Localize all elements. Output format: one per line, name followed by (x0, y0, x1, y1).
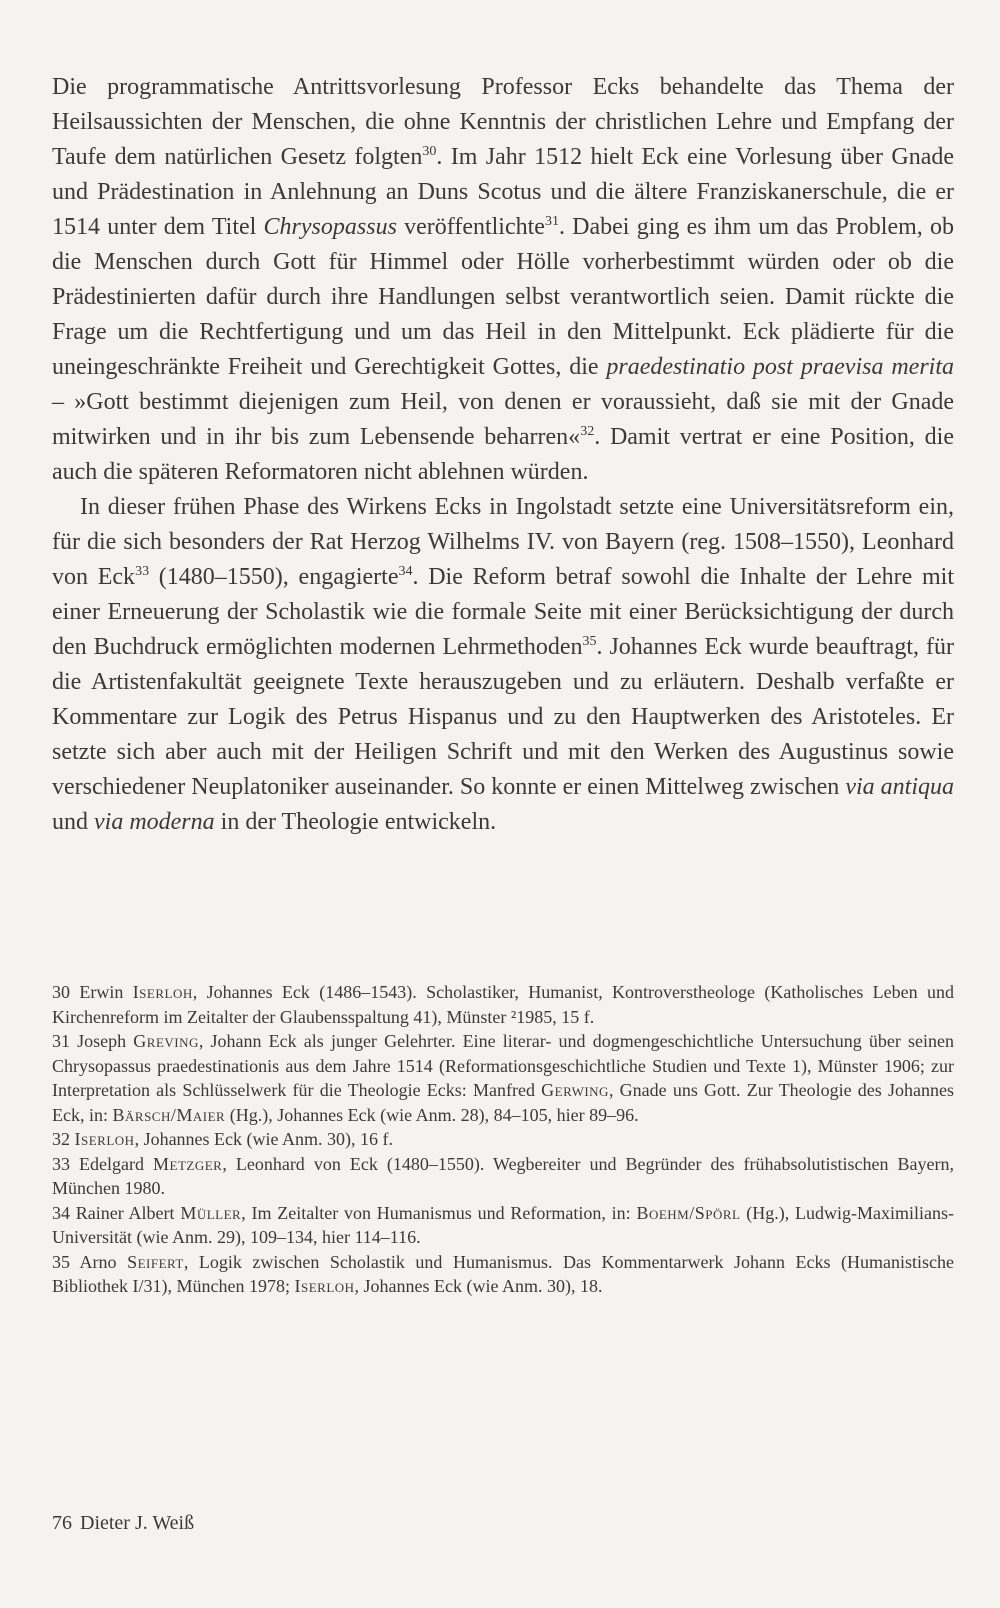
text-run: – »Gott bestimmt diejenigen zum Heil, von denen er voraussieht, daß sie mit der Gnade mitwirken und in ihr bis zum Lebensende beharren« (52, 389, 954, 450)
footnote-text: (Hg.), Johannes Eck (wie Anm. 28), 84–105, hier 89–96. (225, 1104, 639, 1125)
text-run: und (52, 809, 94, 835)
text-run: (1480–1550), engagierte (149, 564, 399, 590)
author-name: Müller (180, 1202, 242, 1223)
italic-latin-phrase: praedestinatio post praevisa merita (606, 354, 954, 380)
footnote-33 (52, 1152, 954, 1201)
footnote-text: Edelgard (70, 1153, 153, 1174)
footnote-text: , Johannes Eck (wie Anm. 30), 18. (354, 1276, 603, 1296)
footnote-text: , Im Zeitalter von Humanismus und Reformation, in: (241, 1202, 637, 1223)
footnote-text: (Hg.), Ludwig-Maximilians-Universität (wie Anm. 29), 109–134, hier 114–116. (52, 1202, 955, 1247)
footnote-text: Arno (70, 1251, 128, 1272)
text-run: . Die Reform betraf sowohl die Inhalte der Lehre mit einer Erneuerung der Scholastik wie die formale Seite mit einer Berücksichtigung der durch den Buchdruck ermöglichten modernen Lehrmethoden (52, 564, 955, 660)
italic-title: Chrysopassus (263, 214, 397, 240)
author-name: Boehm/Spörl (636, 1202, 741, 1223)
footnote-ref-31[interactable]: 31 (544, 214, 559, 229)
text-run: in der Theologie entwickeln. (214, 809, 497, 835)
footnote-text: Erwin (70, 982, 133, 1002)
footnote-30 (52, 980, 954, 1029)
footnote-number: 30 (52, 982, 70, 1002)
author-name: Iserloh (132, 982, 193, 1002)
author-name: Iserloh (294, 1276, 355, 1296)
author-name: Greving (133, 1031, 199, 1051)
author-name: Seifert (127, 1251, 184, 1272)
footnote-number: 35 (52, 1251, 70, 1272)
footnote-ref-33[interactable]: 33 (135, 564, 150, 579)
footnote-31 (52, 1029, 954, 1127)
footnote-number: 32 (52, 1129, 70, 1149)
body-text (52, 70, 954, 840)
footnote-number: 34 (52, 1202, 70, 1223)
footnote-ref-32[interactable]: 32 (580, 424, 595, 439)
text-run: . Im Jahr 1512 hielt Eck eine Vorlesung über Gnade und Prädestination in Anlehnung an Duns Scotus und die ältere Franziskanerschule, die er 1514 unter dem Titel (52, 144, 954, 240)
footnote-ref-34[interactable]: 34 (398, 564, 413, 579)
footnote-text: , Johannes Eck (wie Anm. 30), 16 f. (134, 1129, 394, 1149)
footnote-ref-30[interactable]: 30 (422, 144, 437, 159)
text-run: Die programmatische Antrittsvorlesung Professor Ecks behandelte das Thema der Heilsaussichten der Menschen, die ohne Kenntnis der christlichen Lehre und Empfang der Taufe dem natürlichen Gesetz folgten (52, 74, 954, 170)
footnote-number: 33 (52, 1153, 70, 1174)
paragraph-1 (52, 70, 954, 490)
page-number: 76 (52, 1512, 72, 1534)
text-run: . Damit vertrat er eine Position, die auch die späteren Reformatoren nicht ablehnen würden. (52, 424, 954, 485)
footnote-34 (52, 1201, 954, 1250)
footnote-text: Rainer Albert (70, 1202, 181, 1223)
text-run: In dieser frühen Phase des Wirkens Ecks in Ingolstadt setzte eine Universitätsreform ein, für die sich besonders der Rat Herzog Wilhelms IV. von Bayern (reg. 1508–1550), Leonhard von Eck (52, 494, 954, 590)
author-name: Gerwing (541, 1080, 609, 1100)
footnote-text: , Johannes Eck (1486–1543). Scholastiker, Humanist, Kontroverstheologe (Katholisches Leben und Kirchenreform im Zeitalter der Glaubensspaltung 41), Münster ²1985, 15 f. (52, 982, 954, 1027)
italic-via-moderna: via moderna (94, 809, 215, 835)
footnote-text: Joseph (70, 1031, 134, 1051)
footnote-35 (52, 1250, 954, 1299)
text-run: veröffentlichte (396, 214, 545, 240)
footnote-text: , Johann Eck als junger Gelehrter. Eine literar- und dogmengeschichtliche Untersuchung über seinen Chrysopassus praedestinationis aus dem Jahre 1514 (Reformationsgeschichtliche Studien und Texte 1), Münster 1906; zur Interpretation als Schlüsselwerk für die Theologie Ecks: Manfred (52, 1031, 955, 1100)
footnote-text: , Logik zwischen Scholastik und Humanismus. Das Kommentarwerk Johann Ecks (Humanistische Bibliothek I/31), München 1978; (52, 1251, 955, 1296)
text-run: . Johannes Eck wurde beauftragt, für die Artistenfakultät geeignete Texte herauszugeben und zu erläutern. Deshalb verfaßte er Kommentare zur Logik des Petrus Hispanus und zu den Hauptwerken des Aristoteles. Er setzte sich aber auch mit der Heiligen Schrift und mit den Werken des Augustinus sowie verschiedener Neuplatoniker auseinander. So konnte er einen Mittelweg zwischen (52, 634, 954, 800)
italic-via-antiqua: via antiqua (845, 774, 954, 800)
page-footer (52, 1512, 194, 1535)
footnote-text: , Gnade uns Gott. Zur Theologie des Johannes Eck, in: (52, 1080, 954, 1125)
footnote-ref-35[interactable]: 35 (582, 634, 597, 649)
paragraph-2 (52, 490, 954, 840)
author-name: Iserloh (74, 1129, 135, 1149)
running-author: Dieter J. Weiß (80, 1512, 195, 1534)
author-name: Bärsch/Maier (112, 1104, 226, 1125)
main-text-block (52, 70, 954, 840)
author-name: Metzger (153, 1153, 223, 1174)
text-run: . Dabei ging es ihm um das Problem, ob die Menschen durch Gott für Himmel oder Hölle vorherbestimmt würden oder ob die Prädestinierten dafür durch ihre Handlungen selbst verantwortlich seien. Damit rückte die Frage um die Rechtfertigung und um das Heil in den Mittelpunkt. Eck plädierte für die uneingeschränkte Freiheit und Gerechtigkeit Gottes, die (52, 214, 954, 380)
footnotes-block (52, 980, 954, 1299)
footnote-32 (52, 1127, 954, 1152)
footnote-number: 31 (52, 1031, 70, 1051)
footnote-text: , Leonhard von Eck (1480–1550). Wegbereiter und Begründer des frühabsolutistischen Bayern, München 1980. (52, 1153, 955, 1198)
